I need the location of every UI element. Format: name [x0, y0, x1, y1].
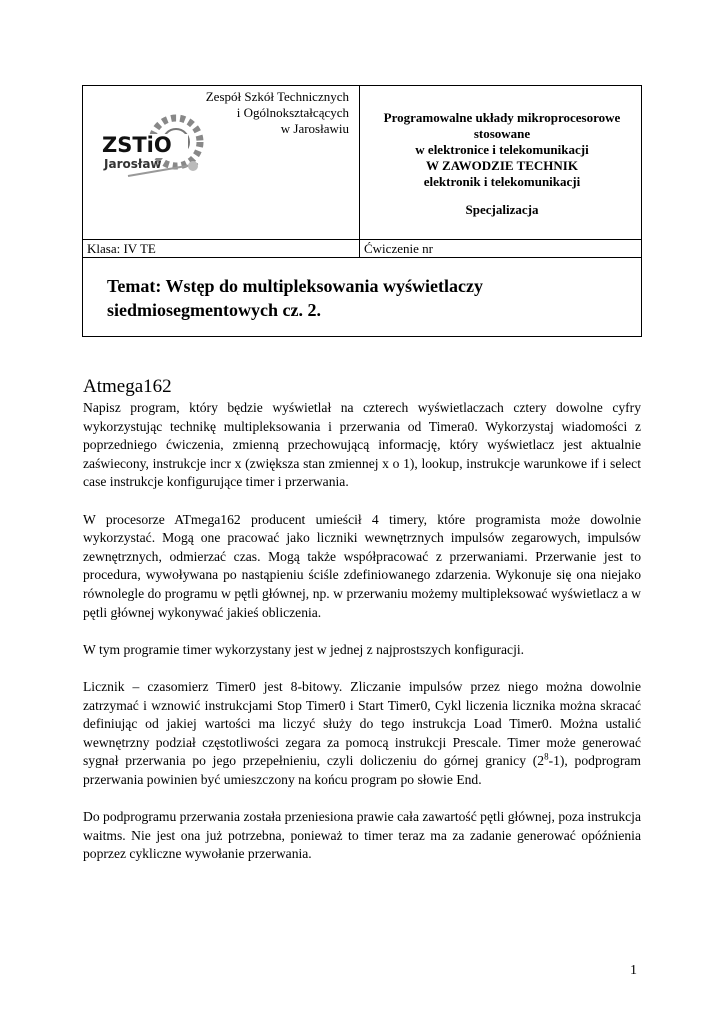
paragraph: W procesorze ATmega162 producent umieścił 4 timery, które programista może dowolnie wykorzystać. Mogą one pracować jako liczniki wewnętrznych impulsów zegarowych, impulsów zewnętrznych, odmierzać czas. Mogą także współpracować z przerwaniami. Przerwanie jest to procedura, wywoływana po nastąpieniu ściśle zdefiniowanego zdarzenia. Wykonuje się ona niejako równolegle do programu w pętli głównej, np. w przerwaniu możemy multipleksować wyświetlacz a w pętli głównej wykonywać jakieś obliczenia. — [83, 511, 641, 620]
topic-line: siedmiosegmentowych cz. 2. — [107, 300, 321, 320]
program-line: w elektronice i telekomunikacji — [415, 142, 589, 157]
body-text — [83, 399, 641, 882]
table-divider-horizontal — [83, 257, 641, 258]
program-line: elektronik i telekomunikacji — [423, 174, 581, 189]
exercise-label: Ćwiczenie nr — [364, 241, 433, 256]
school-name-line3: w Jarosławiu — [280, 121, 349, 136]
paragraph: W tym programie timer wykorzystany jest w jednej z najprostszych konfiguracji. — [83, 641, 525, 657]
table-divider-horizontal — [83, 239, 641, 240]
paragraph-text: Licznik – czasomierz Timer0 jest 8-bitowy. Zliczanie impulsów przez niego można dowolnie zatrzymać i wznowić instrukcjami Stop Timer0 i Start Timer0, Cykl liczenia licznika można skracać definiując od jakiej wartości ma liczyć służy do tego instrukcja Load Timer0. Można ustalić wewnętrzny podział częstotliwości zegara za pomocą instrukcji Prescale. Timer może generować sygnał przerwania po jego przepełnieniu, czyli doliczeniu do górnej granicy (2 — [83, 678, 641, 769]
program-title — [361, 110, 643, 218]
paragraph — [83, 678, 641, 790]
section-heading: Atmega162 — [83, 376, 172, 397]
topic-title — [107, 274, 627, 322]
school-name-line1: Zespół Szkół Technicznych — [205, 89, 349, 104]
topic-line: Temat: Wstęp do multipleksowania wyświetlaczy — [107, 276, 484, 296]
header-table — [82, 85, 642, 337]
paragraph: Do podprogramu przerwania została przeniesiona prawie cała zawartość pętli głównej, poza instrukcja waitms. Nie jest ona już potrzebna, ponieważ to timer teraz ma za zadanie generować opóźnienia poprzez cykliczne wywołanie przerwania. — [83, 809, 641, 862]
table-divider-vertical — [359, 86, 360, 258]
class-label: Klasa: IV TE — [87, 241, 156, 256]
paragraph: Napisz program, który będzie wyświetlał na czterech wyświetlaczach cztery dowolne cyfry wykorzystując technikę multipleksowania i przerwania od Timera0. Wykorzystaj wiadomości z poprzedniego ćwiczenia, zmienną przechowującą informację, który wyświetlacz jest aktualnie zaświecony, instrukcje incr x (zwiększa stan zmiennej x o 1), lookup, instrukcje warunkowe if i select case instrukcje konfigurujące timer i przerwania. — [83, 400, 641, 490]
paragraph-text: -1), podprogram przerwania powinien być umieszczony na końcu program po słowie End. — [83, 753, 641, 787]
program-line: W ZAWODZIE TECHNIK — [426, 158, 578, 173]
specialization-label: Specjalizacja — [465, 202, 539, 217]
logo-text-main: ZSTiO — [102, 133, 172, 157]
page-number: 1 — [630, 963, 637, 978]
program-line: Programowalne układy mikroprocesorowe — [383, 110, 621, 125]
school-name — [169, 89, 349, 137]
logo-text-sub: Jarosław — [104, 157, 162, 171]
school-name-line2: i Ogólnokształcących — [236, 105, 349, 120]
program-line: stosowane — [473, 126, 531, 141]
superscript: 8 — [544, 751, 549, 762]
